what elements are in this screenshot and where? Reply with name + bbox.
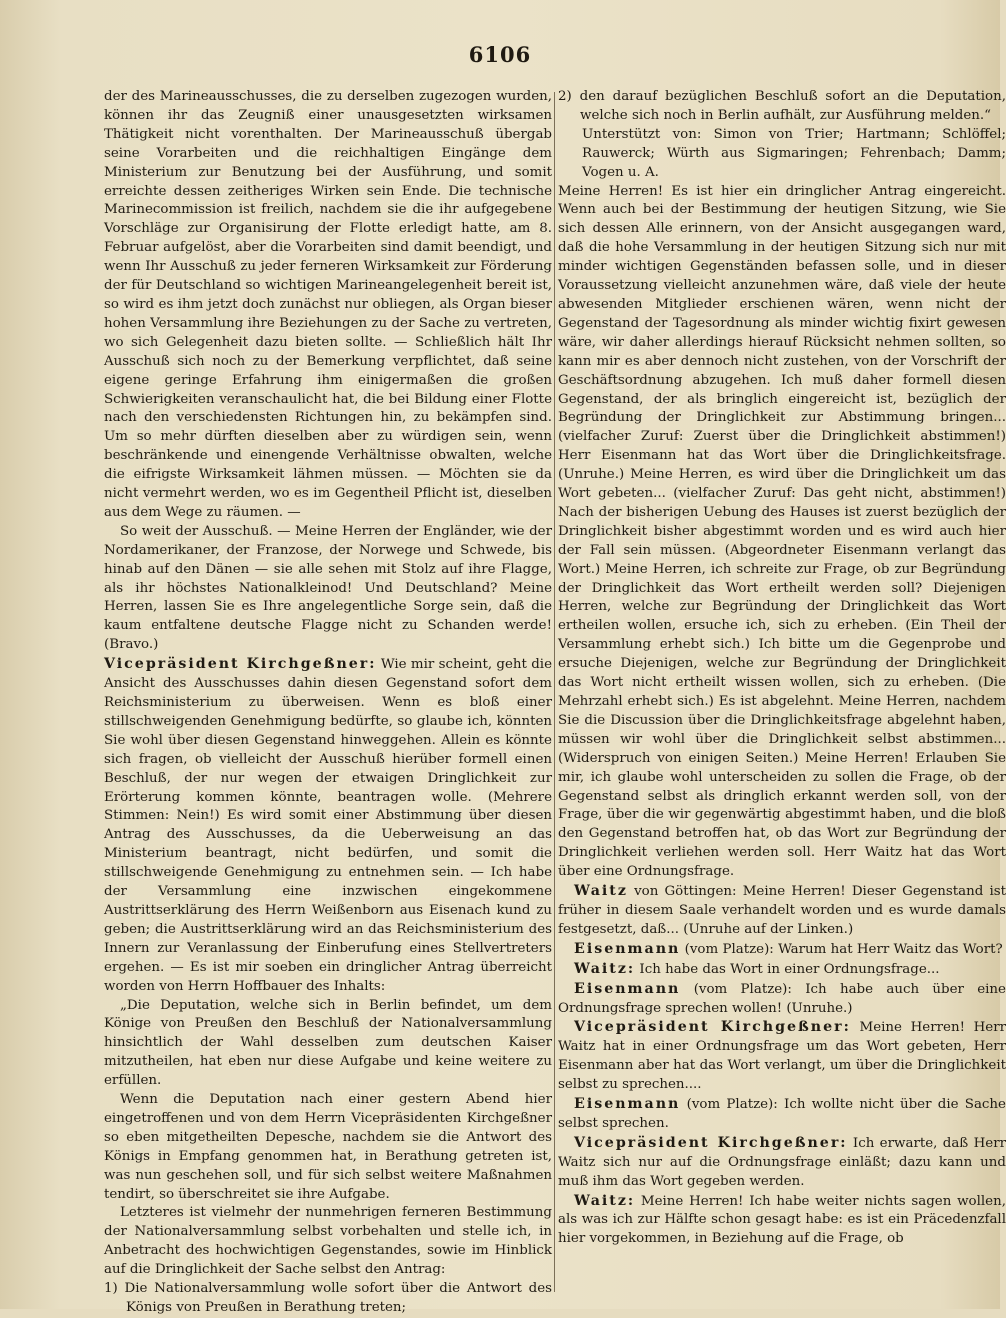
speech-text: Wie mir scheint, geht die Ansicht des Ausschusses dahin diesen Gegenstand sofort dem Reichsministerium zu überweisen. Wenn es bloß einer stillschweigenden Genehmigung bedürfte, so glaube ich, könnten Sie wohl über diesen Gegenstand hinweggehen. Allein es könnte sich fragen, ob vielleicht der Ausschuß hierüber formell einen Beschluß, der nur wegen der etwaigen Dringlichkeit zur Erörterung kommen könnte, beantragen wolle. (Mehrere Stimmen: Nein!) Es wird somit einer Abstimmung über diesen Antrag des Ausschusses, da die Ueberweisung an das Ministerium beantragt, nicht bedürfen, und somit die stillschweigende Genehmigung zu entnehmen sein. — Ich habe der Versammlung eine inzwischen eingekommene Austrittserklärung des Herrn Weißenborn aus Eisenach kund zu geben; die Austrittserklärung wird an das Reichsministerium des Innern zur Veranlassung der Einberufung eines Stellvertreters ergehen. — Es ist mir soeben ein dringlicher Antrag überreicht worden von Herrn Hoffbauer des Inhalts:: [104, 657, 552, 994]
quoted-paragraph: Letzteres ist vielmehr der nunmehrigen ferneren Bestimmung der Nationalversammlung selbst vorbehalten und stelle ich, in Anbetracht des hochwichtigen Gegenstandes, sowie im Hinblick auf die Dringlichkeit der Sache selbst den Antrag:: [104, 1205, 552, 1278]
speech: [558, 980, 1006, 1019]
speech-text: Ich erwarte, daß Herr Waitz sich nur auf die Ordnungsfrage einläßt; dazu kann und muß ihm das Wort gegeben werden.: [558, 1135, 1006, 1189]
quoted-paragraph: Wenn die Deputation nach einer gestern Abend hier eingetroffenen und von dem Herrn Vicepräsidenten Kirchgeßner so eben mitgetheilten Depesche, nachdem sie die Antwort des Königs in Empfang genommen hat, in Berathung getreten ist, was nun geschehen soll, und für sich selbst weitere Maßnahmen tendirt, so überschreitet sie ihre Aufgabe.: [104, 1092, 552, 1202]
speech-text: Ich habe das Wort in einer Ordnungsfrage...: [639, 961, 940, 977]
speech: [558, 1192, 1006, 1250]
speaker-name: Eisenmann: [574, 940, 681, 957]
speech-text: (vom Platze): Ich habe auch über eine Ordnungsfrage sprechen wollen! (Unruhe.): [558, 981, 1006, 1016]
speaker-name: Vicepräsident Kirchgeßner:: [574, 1134, 848, 1151]
numbered-item: 2) den darauf bezüglichen Beschluß sofort an die Deputation, welche sich noch in Berlin aufhält, zur Ausführung melden.“: [558, 89, 1006, 123]
speech-text: von Göttingen: Meine Herren! Dieser Gegenstand ist früher in diesem Saale verhandelt worden und es wurde damals festgesetzt, daß... (Unruhe auf der Linken.): [558, 884, 1006, 937]
speech: [558, 1018, 1006, 1095]
speaker-name: Vicepräsident Kirchgeßner:: [574, 1019, 851, 1036]
paragraph: der des Marineausschusses, die zu derselben zugezogen wurden, können ihr das Zeugniß einer unausgesetzten wirksamen Thätigkeit nicht vorenthalten. Der Marineausschuß übergab seine Vorarbeiten und die reichhaltigen Eingänge dem Ministerium zur Benutzung bei der Ausführung, und somit erreichte dessen zeitheriges Wirken sein Ende. Die technische Marinecommission ist freilich, nachdem sie die ihr aufgegebene Vorschläge zur Organisirung der Flotte erledigt hatte, am 8. Februar aufgelöst, aber die Vorarbeiten sind damit beendigt, und wenn Ihr Ausschuß zu jeder ferneren Wirksamkeit zur Förderung der für Deutschland so wichtigen Marineangelegenheit bereit ist, so wird es ihm jetzt doch zunächst nur obliegen, als Organ bieser hohen Versammlung ihre Beziehungen zu der Sache zu vertreten, wo sich Gelegenheit dazu bieten sollte. — Schließlich hält Ihr Ausschuß sich noch zu der Bemerkung verpflichtet, daß seine eigene geringe Erfahrung ihm einigermaßen die großen Schwierigkeiten veranschaulicht hat, die bei Bildung einer Flotte nach den verschiedensten Richtungen hin, zu bekämpfen sind. Um so mehr dürften dieselben aber zu würdigen sein, wenn beschränkende und einengende Verhältnisse obwalten, welche die eifrigste Wirksamkeit lähmen müssen. — Möchten sie da nicht vermehrt werden, wo es im Gegentheil Pflicht ist, dieselben aus dem Wege zu räumen. —: [104, 89, 552, 520]
speech: [558, 1095, 1006, 1134]
speech-text: Meine Herren! Ich habe weiter nichts sagen wollen, als was ich zur Hälfte schon gesagt habe: es ist ein Präcedenzfall hier vorgekommen, in Beziehung auf die Frage, ob: [558, 1193, 1006, 1247]
speech: [558, 960, 1006, 980]
column-divider: [554, 92, 555, 1292]
speech-text: (vom Platze): Ich wollte nicht über die Sache selbst sprechen.: [558, 1097, 1006, 1131]
speaker-name: Eisenmann: [574, 1096, 681, 1113]
quoted-paragraph: „Die Deputation, welche sich in Berlin befindet, um dem Könige von Preußen den Beschluß der Nationalversammlung hinsichtlich der Wahl desselben zum deutschen Kaiser mitzutheilen, hat eben nur diese Aufgabe und keine weitere zu erfüllen.: [104, 997, 552, 1089]
numbered-item: 1) Die Nationalversammlung wolle sofort über die Antwort des Königs von Preußen in Berathung treten;: [104, 1281, 552, 1315]
speaker-name: Waitz: [574, 883, 628, 900]
paragraph: Meine Herren! Es ist hier ein dringlicher Antrag eingereicht. Wenn auch bei der Bestimmung der heutigen Sitzung, wie Sie sich dessen Alle erinnern, von der Ansicht ausgegangen ward, daß die hohe Versammlung in der heutigen Sitzung sich nur mit minder wichtigen Gegenständen befassen solle, und in dieser Voraussetzung vielleicht anzunehmen wäre, daß viele der heute abwesenden Mitglieder erschienen wären, wenn nicht der Gegenstand der Tagesordnung als minder wichtig fixirt gewesen wäre, wir daher allerdings hierauf Rücksicht nehmen sollten, so kann mir es aber dennoch nicht zustehen, von der Vorschrift der Geschäftsordnung abzugehen. Ich muß daher formell diesen Gegenstand, der als bringlich eingereicht ist, bezüglich der Begründung der Dringlichkeit zur Abstimmung bringen... (vielfacher Zuruf: Zuerst über die Dringlichkeit abstimmen!) Herr Eisenmann hat das Wort über die Dringlichkeitsfrage. (Unruhe.) Meine Herren, es wird über die Dringlichkeit um das Wort gebeten... (vielfacher Zuruf: Das geht nicht, abstimmen!) Nach der bisherigen Uebung des Hauses ist zuerst bezüglich der Dringlichkeit bisher abgestimmt worden und es wird auch hier der Fall sein müssen. (Abgeordneter Eisenmann verlangt das Wort.) Meine Herren, ich schreite zur Frage, ob zur Begründung der Dringlichkeit das Wort ertheilt werden soll? Diejenigen Herren, welche zur Begründung der Dringlichkeit das Wort ertheilen wollen, ersuche ich, sich zu erheben. (Ein Theil der Versammlung erhebt sich.) Ich bitte um die Gegenprobe und ersuche Diejenigen, welche zur Begründung der Dringlichkeit das Wort nicht ertheilt wissen wollen, sich zu erheben. (Die Mehrzahl erhebt sich.) Es ist abgelehnt. Meine Herren, nachdem Sie die Discussion über die Dringlichkeitsfrage abgelehnt haben, müssen wir wohl über die Dringlichkeit selbst abstimmen... (Widerspruch von einigen Seiten.) Meine Herren! Erlauben Sie mir, ich glaube wohl unterscheiden zu sollen die Frage, ob der Gegenstand selbst als dringlich erkannt werden soll, von der Frage, über die wir gegenwärtig abgestimmt haben, und die bloß den Gegenstand betroffen hat, ob das Wort zur Begründung der Dringlichkeit verliehen werden soll. Herr Waitz hat das Wort über eine Ordnungsfrage.: [558, 183, 1006, 880]
speaker-name: Waitz:: [574, 1192, 636, 1209]
speaker-name: Eisenmann: [574, 980, 681, 997]
supporters-list: Unterstützt von: Simon von Trier; Hartmann; Schlöffel; Rauwerck; Würth aus Sigmaringen; Fehrenbach; Damm; Vogen u. A.: [582, 126, 1006, 180]
speech-text: Meine Herren! Herr Waitz hat in einer Ordnungsfrage um das Wort gebeten, Herr Eisenmann aber hat das Wort verlangt, um über die Dringlichkeit selbst zu sprechen....: [558, 1020, 1006, 1093]
page-number: 6106: [468, 42, 532, 67]
speech: [558, 940, 1006, 960]
paragraph: So weit der Ausschuß. — Meine Herren der Engländer, wie der Nordamerikaner, der Franzose, der Norwege und Schwede, bis hinab auf den Dänen — sie alle sehen mit Stolz auf ihre Flagge, als ihr höchstes Nationalkleinod! Und Deutschland? Meine Herren, lassen Sie es Ihre angelegentliche Sorge sein, daß die kaum entfaltene deutsche Flagge nicht zu Schanden werde! (Bravo.): [104, 523, 552, 653]
speech: [104, 655, 552, 996]
left-column: [104, 88, 552, 1315]
speech: [558, 1134, 1006, 1192]
speech: [558, 882, 1006, 940]
speaker-name: Vicepräsident Kirchgeßner:: [104, 656, 377, 673]
speaker-name: Waitz:: [574, 960, 636, 977]
right-column: [558, 88, 1006, 1300]
speech-text: (vom Platze): Warum hat Herr Waitz das Wort?: [684, 941, 1003, 957]
